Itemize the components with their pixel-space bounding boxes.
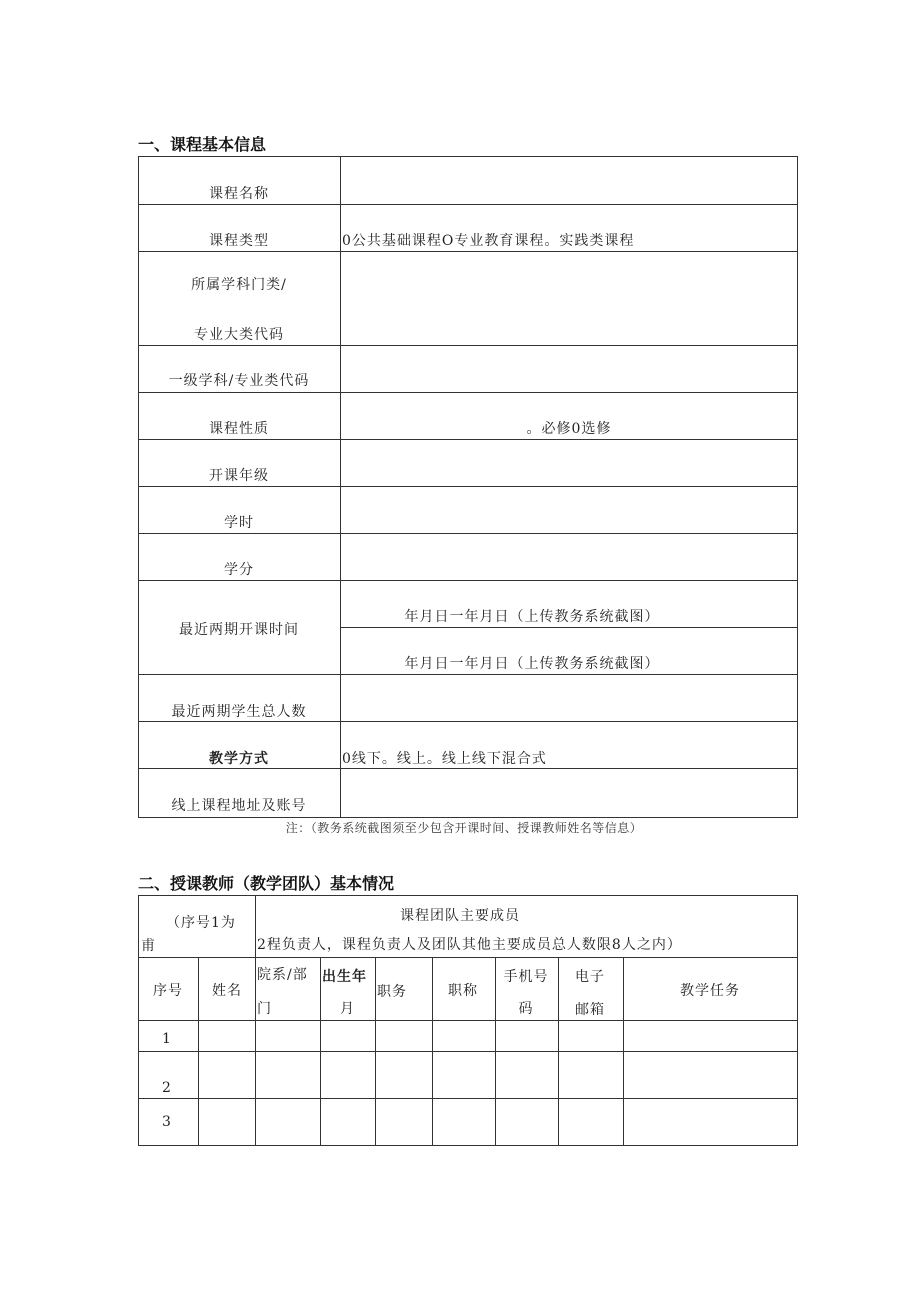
row-divider xyxy=(138,392,798,393)
row-divider xyxy=(138,768,798,769)
col-email-line1: 电子 xyxy=(575,969,605,985)
label-course-name: 课程名称 xyxy=(209,186,269,202)
col-birth-line2: 月 xyxy=(340,1001,355,1017)
row-number: 1 xyxy=(162,1031,172,1047)
label-recent-time: 最近两期开课时间 xyxy=(179,622,299,638)
row-divider xyxy=(138,1098,798,1099)
column-divider xyxy=(495,957,496,1146)
column-divider xyxy=(320,957,321,1146)
col-birth-line1: 出生年 xyxy=(322,969,367,985)
row-divider xyxy=(138,204,798,205)
col-task: 教学任务 xyxy=(680,983,740,999)
label-discipline: 一级学科/专业类代码 xyxy=(168,373,310,389)
column-divider xyxy=(558,957,559,1146)
col-dept-line1: 院系/部 xyxy=(257,967,308,983)
col-duty: 职务 xyxy=(377,984,407,1000)
value-method: 0线下。线上。线上线下混合式 xyxy=(342,751,547,767)
col-email-line2: 邮箱 xyxy=(575,1002,605,1018)
row-divider xyxy=(138,251,798,252)
col-dept-line2: 门 xyxy=(257,1001,272,1017)
row-divider xyxy=(138,721,798,722)
label-method: 教学方式 xyxy=(209,751,269,767)
row-divider xyxy=(138,345,798,346)
col-name: 姓名 xyxy=(212,983,242,999)
label-students: 最近两期学生总人数 xyxy=(171,704,307,720)
section-1-title: 一、课程基本信息 xyxy=(138,135,267,154)
row-divider xyxy=(340,627,798,628)
row-divider xyxy=(138,1020,798,1021)
label-nature: 课程性质 xyxy=(209,421,269,437)
side-label-line1: （序号1为 xyxy=(166,915,236,931)
column-divider xyxy=(198,957,199,1146)
section-2-title: 二、授课教师（教学团队）基本情况 xyxy=(138,874,395,893)
label-category-line1: 所属学科门类/ xyxy=(191,277,287,293)
value-course-type: 0公共基础课程O专业教育课程。实践类课程 xyxy=(342,233,635,249)
col-phone-line1: 手机号 xyxy=(503,969,549,985)
value-nature: 。必修0选修 xyxy=(526,421,612,437)
value-period-2: 年月日一年月日（上传教务系统截图） xyxy=(404,656,660,672)
row-divider xyxy=(138,1051,798,1052)
col-title: 职称 xyxy=(448,983,478,999)
table-note: 注：（教务系统截图须至少包含开课时间、授课教师姓名等信息） xyxy=(285,821,643,835)
label-course-type: 课程类型 xyxy=(209,233,269,249)
header-divider xyxy=(255,895,256,957)
team-header-line1: 课程团队主要成员 xyxy=(400,908,520,924)
col-phone-line2: 码 xyxy=(518,1001,534,1017)
row-number: 2 xyxy=(162,1080,172,1096)
column-divider xyxy=(623,957,624,1146)
table-divider xyxy=(340,156,341,818)
label-credits: 学分 xyxy=(224,562,254,578)
col-seq: 序号 xyxy=(153,983,183,999)
row-divider xyxy=(138,533,798,534)
column-divider xyxy=(255,957,256,1146)
label-online: 线上课程地址及账号 xyxy=(171,798,307,814)
label-category-line2: 专业大类代码 xyxy=(194,327,284,343)
side-label-line2: 甫 xyxy=(141,938,156,954)
column-divider xyxy=(375,957,376,1146)
row-divider xyxy=(138,439,798,440)
label-hours: 学时 xyxy=(224,515,254,531)
row-divider xyxy=(138,580,798,581)
row-divider xyxy=(138,674,798,675)
column-divider xyxy=(432,957,433,1146)
row-number: 3 xyxy=(162,1114,172,1130)
team-header-line2: 2程负责人，课程负责人及团队其他主要成员总人数限8人之内） xyxy=(257,937,682,953)
row-divider xyxy=(138,957,798,958)
label-grade: 开课年级 xyxy=(209,468,269,484)
value-period-1: 年月日一年月日（上传教务系统截图） xyxy=(404,609,660,625)
row-divider xyxy=(138,486,798,487)
